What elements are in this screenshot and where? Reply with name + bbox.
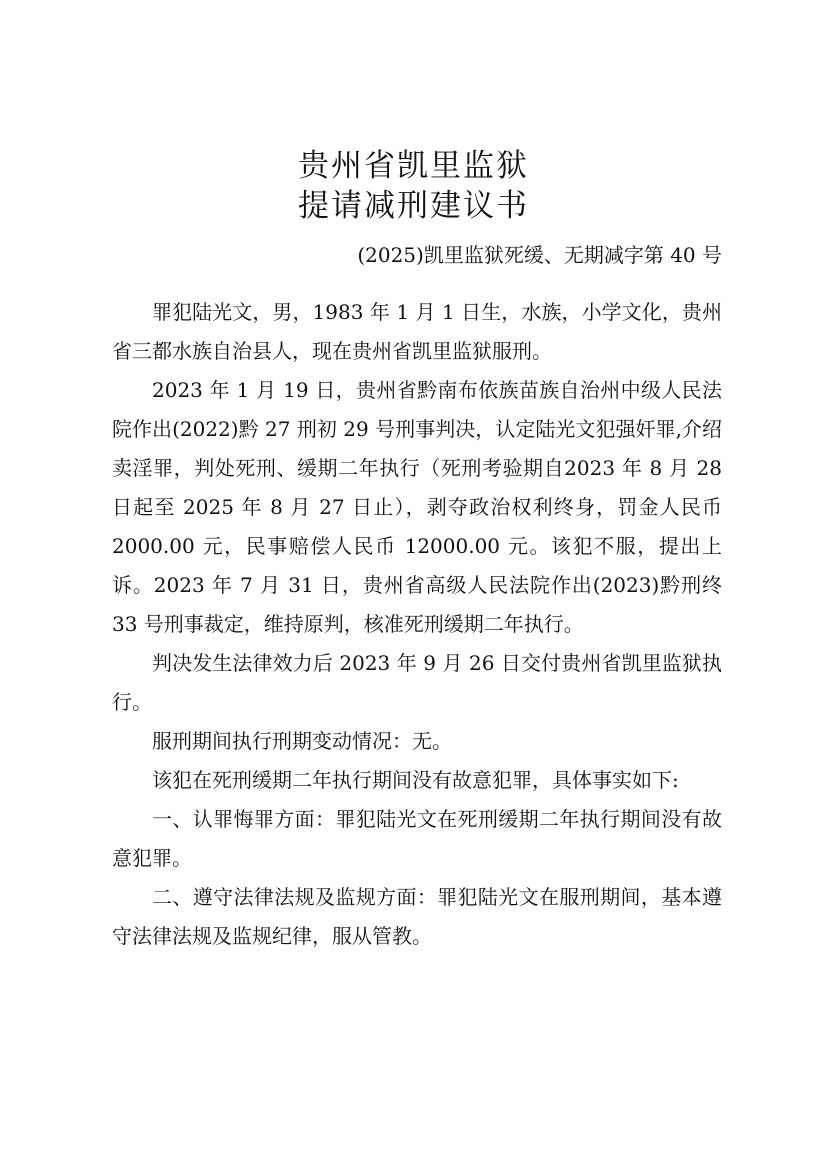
paragraph-delivery: 判决发生法律效力后 2023 年 9 月 26 日交付贵州省凯里监狱执行。 [112, 651, 722, 714]
paragraph-facts-intro: 该犯在死刑缓期二年执行期间没有故意犯罪，具体事实如下: [152, 768, 679, 792]
paragraph-compliance: 二、遵守法律法规及监规方面：罪犯陆光文在服刑期间，基本遵守法律法规及监规纪律，服从管教。 [112, 885, 722, 948]
paragraph-judgment: 2023 年 1 月 19 日，贵州省黔南布依族苗族自治州中级人民法院作出(2022)黔 27 刑初 29 号刑事判决，认定陆光文犯强奸罪,介绍卖淫罪，判处死刑、缓期二年执行（死刑考验期自2023 年 8 月 28 日起至 2025 年 8 月 27 日止），剥夺政治权利终身，罚金人民币 2000.00 元，民事赔偿人民币 12000.00 元。该犯不服，提出上诉。2023 年 7 月 31 日，贵州省高级人民法院作出(2023)黔刑终 33 号刑事裁定，维持原判，核准死刑缓期二年执行。 [112, 378, 722, 636]
title-document-type: 提请减刑建议书 [298, 188, 529, 224]
title-institution: 贵州省凯里监狱 [298, 148, 529, 184]
paragraph-sentence-changes: 服刑期间执行刑期变动情况：无。 [152, 729, 452, 753]
document-body [112, 293, 722, 956]
paragraph-prisoner-info: 罪犯陆光文，男，1983 年 1 月 1 日生，水族，小学文化，贵州省三都水族自治县人，现在贵州省凯里监狱服刑。 [112, 300, 722, 363]
paragraph-repentance: 一、认罪悔罪方面：罪犯陆光文在死刑缓期二年执行期间没有故意犯罪。 [112, 807, 722, 870]
document-number: (2025)凯里监狱死缓、无期减字第 40 号 [357, 243, 722, 267]
